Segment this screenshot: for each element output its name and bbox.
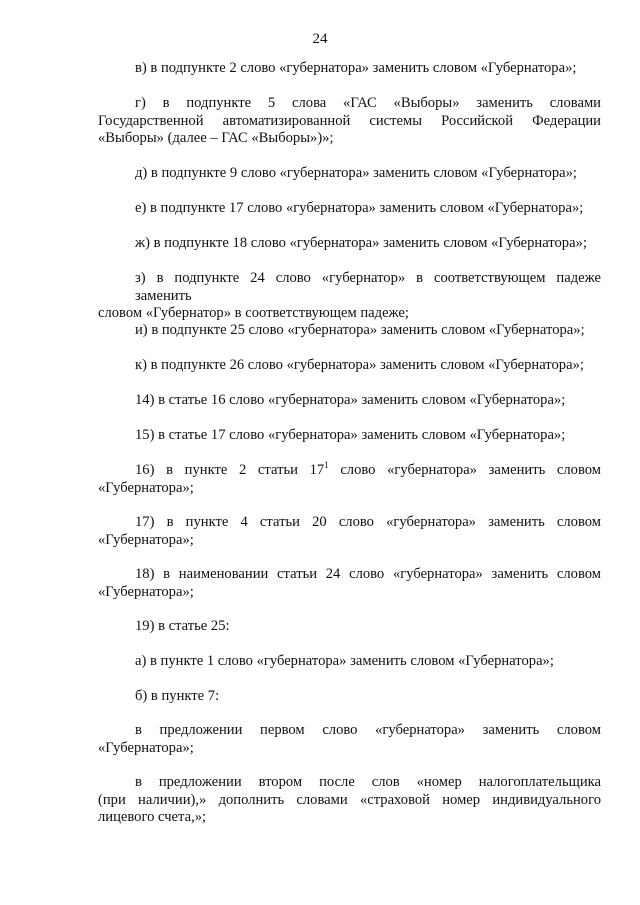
list-item xyxy=(98,270,601,323)
text-line: (при наличии),» дополнить словами «страховой номер индивидуального xyxy=(98,791,601,808)
text-line: «Губернатора»; xyxy=(98,479,194,496)
list-item xyxy=(98,322,601,340)
text-line: 14) в статье 16 слово «губернатора» заменить словом «Губернатора»; xyxy=(135,392,566,408)
text-line: а) в пункте 1 слово «губернатора» заменить словом «Губернатора»; xyxy=(135,653,554,669)
text-line: ж) в подпункте 18 слово «губернатора» заменить словом «Губернатора»; xyxy=(135,235,587,251)
list-item xyxy=(98,653,601,671)
list-item xyxy=(98,462,601,497)
text-line: 18) в наименовании статьи 24 слово «губернатора» заменить словом xyxy=(135,566,601,582)
text-line: в предложении первом слово «губернатора» заменить словом xyxy=(135,722,601,738)
list-item xyxy=(98,60,601,78)
text-fragment: слово «губернатора» заменить словом xyxy=(328,462,602,478)
text-line: е) в подпункте 17 слово «губернатора» заменить словом «Губернатора»; xyxy=(135,200,584,216)
list-item xyxy=(98,514,601,549)
text-line: и) в подпункте 25 слово «губернатора» заменить словом «Губернатора»; xyxy=(135,322,585,338)
text-line: словом «Губернатор» в соответствующем падеже; xyxy=(98,305,409,321)
list-item xyxy=(98,392,601,410)
list-item xyxy=(98,566,601,601)
list-item xyxy=(98,200,601,218)
text-line: «Губернатора»; xyxy=(98,739,194,756)
text-line: б) в пункте 7: xyxy=(135,688,220,704)
list-item xyxy=(98,618,601,636)
text-line: г) в подпункте 5 слова «ГАС «Выборы» заменить словами xyxy=(135,95,601,111)
text-line: 15) в статье 17 слово «губернатора» заменить словом «Губернатора»; xyxy=(135,427,566,443)
text-line: «Губернатора»; xyxy=(98,531,194,548)
text-line: лицевого счета,»; xyxy=(98,809,207,825)
text-line: в) в подпункте 2 слово «губернатора» заменить словом «Губернатора»; xyxy=(135,60,577,76)
text-line: д) в подпункте 9 слово «губернатора» заменить словом «Губернатора»; xyxy=(135,165,577,181)
list-item xyxy=(98,95,601,148)
text-line: в предложении втором после слов «номер налогоплательщика xyxy=(135,774,601,790)
list-item xyxy=(98,427,601,445)
page-number: 24 xyxy=(312,31,328,47)
text-line: 17) в пункте 4 статьи 20 слово «губернатора» заменить словом xyxy=(135,514,601,530)
text-line: к) в подпункте 26 слово «губернатора» заменить словом «Губернатора»; xyxy=(135,357,584,373)
text-fragment: 16) в пункте 2 статьи 17 xyxy=(135,462,325,478)
text-line: з) в подпункте 24 слово «губернатор» в соответствующем падеже заменить xyxy=(135,270,601,304)
list-item xyxy=(98,722,601,757)
text-line: «Губернатора»; xyxy=(98,583,194,600)
text-line: 19) в статье 25: xyxy=(135,618,230,634)
list-item xyxy=(98,688,601,706)
superscript: 1 xyxy=(324,460,329,470)
text-line: Государственной автоматизированной системы Российской Федерации xyxy=(98,112,601,129)
list-item xyxy=(98,235,601,253)
list-item xyxy=(98,165,601,183)
text-line: «Выборы» (далее – ГАС «Выборы»)»; xyxy=(98,130,334,146)
list-item xyxy=(98,357,601,375)
text-line xyxy=(98,462,601,480)
list-item xyxy=(98,774,601,827)
